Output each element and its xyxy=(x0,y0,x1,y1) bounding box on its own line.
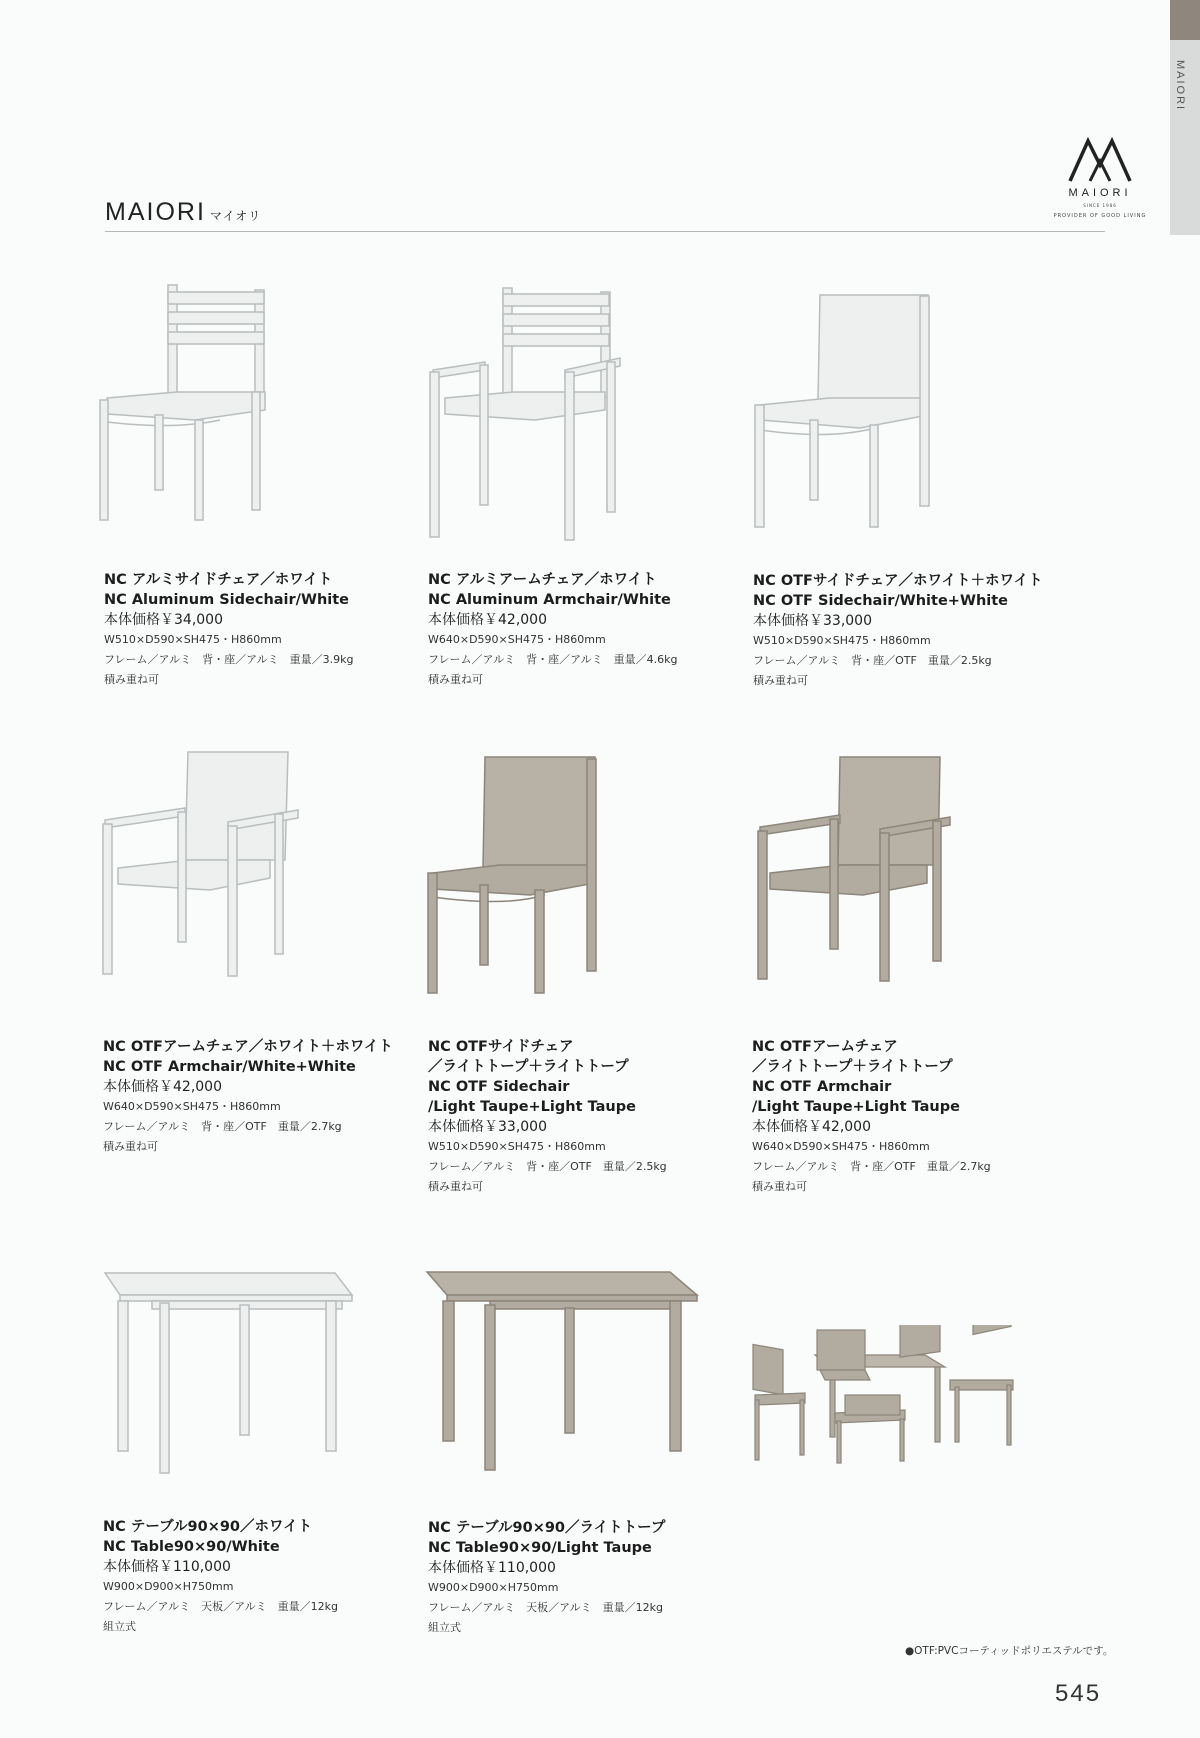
product-name-en: NC Aluminum Sidechair/White xyxy=(104,592,350,608)
product-info-otf-armchair-white xyxy=(103,1037,393,1157)
product-name-ja: NC OTFサイドチェア／ホワイト＋ホワイト xyxy=(753,573,1043,589)
product-materials: フレーム／アルミ 背・座／OTF 重量／2.5kg xyxy=(753,654,992,667)
product-image-table-white xyxy=(100,1265,355,1490)
product-dimensions: W640×D590×SH475・H860mm xyxy=(752,1140,930,1153)
product-info-otf-armchair-taupe xyxy=(752,1037,991,1197)
product-materials: フレーム／アルミ 背・座／アルミ 重量／4.6kg xyxy=(428,653,678,666)
page-number: 545 xyxy=(1055,1680,1102,1707)
product-image-otf-sidechair-taupe xyxy=(425,755,605,995)
brand-heading xyxy=(105,198,261,227)
product-name-ja: NC テーブル90×90／ホワイト xyxy=(103,1519,313,1535)
product-price: 本体価格￥110,000 xyxy=(428,1560,556,1576)
product-name-ja: NC テーブル90×90／ライトトープ xyxy=(428,1520,666,1536)
product-note: 積み重ね可 xyxy=(428,673,483,686)
product-materials: フレーム／アルミ 背・座／アルミ 重量／3.9kg xyxy=(104,653,354,666)
product-name-en: NC Table90×90/Light Taupe xyxy=(428,1540,652,1556)
product-name-ja: NC OTFアームチェア／ホワイト＋ホワイト xyxy=(103,1039,393,1055)
product-dimensions: W900×D900×H750mm xyxy=(428,1581,559,1594)
product-note: 積み重ね可 xyxy=(753,674,808,687)
product-dimensions: W510×D590×SH475・H860mm xyxy=(104,633,282,646)
header-rule xyxy=(105,231,1105,232)
product-image-table-taupe xyxy=(425,1270,700,1475)
product-name-en: NC OTF Armchair/White+White xyxy=(103,1059,356,1075)
product-price: 本体価格￥110,000 xyxy=(103,1559,231,1575)
product-info-table-taupe xyxy=(428,1518,665,1638)
product-materials: フレーム／アルミ 背・座／OTF 重量／2.7kg xyxy=(752,1160,991,1173)
logo-mark-icon xyxy=(1050,135,1150,185)
product-dimensions: W510×D590×SH475・H860mm xyxy=(753,634,931,647)
product-name-en-color: /Light Taupe+Light Taupe xyxy=(752,1099,960,1115)
product-note: 組立式 xyxy=(103,1620,136,1633)
product-name-en: NC OTF Sidechair xyxy=(428,1079,570,1095)
product-name-en-color: /Light Taupe+Light Taupe xyxy=(428,1099,636,1115)
product-image-otf-sidechair-white xyxy=(750,290,940,530)
product-image-otf-armchair-white xyxy=(100,750,300,980)
product-note: 積み重ね可 xyxy=(428,1180,483,1193)
product-note: 積み重ね可 xyxy=(103,1140,158,1153)
product-name-ja: NC OTFアームチェア xyxy=(752,1039,898,1055)
product-image-dining-set xyxy=(745,1325,1030,1465)
product-name-en: NC Aluminum Armchair/White xyxy=(428,592,671,608)
product-dimensions: W640×D590×SH475・H860mm xyxy=(428,633,606,646)
product-name-en: NC OTF Armchair xyxy=(752,1079,892,1095)
product-name-ja: NC アルミサイドチェア／ホワイト xyxy=(104,572,333,588)
product-image-otf-armchair-taupe xyxy=(755,755,955,985)
brand-kana: マイオリ xyxy=(209,209,262,223)
product-info-otf-sidechair-taupe xyxy=(428,1037,667,1197)
side-tab-cap xyxy=(1170,0,1200,40)
logo-tagline: PROVIDER OF GOOD LIVING xyxy=(1053,213,1147,219)
product-info-aluminum-armchair xyxy=(428,570,678,690)
footnote: ●OTF:PVCコーティッドポリエステルです。 xyxy=(905,1645,1114,1657)
side-index-tab xyxy=(1170,0,1200,235)
product-image-aluminum-sidechair xyxy=(95,280,295,525)
product-materials: フレーム／アルミ 背・座／OTF 重量／2.5kg xyxy=(428,1160,667,1173)
product-price: 本体価格￥42,000 xyxy=(752,1119,871,1135)
logo-since: SINCE 1986 xyxy=(1083,203,1117,208)
product-price: 本体価格￥33,000 xyxy=(753,613,872,629)
side-tab-label: MAIORI xyxy=(1174,60,1186,112)
product-note: 積み重ね可 xyxy=(104,673,159,686)
product-price: 本体価格￥33,000 xyxy=(428,1119,547,1135)
product-name-ja-color: ／ライトトープ＋ライトトープ xyxy=(752,1059,953,1075)
product-materials: フレーム／アルミ 天板／アルミ 重量／12kg xyxy=(103,1600,339,1613)
brand-name: MAIORI xyxy=(105,198,206,226)
brand-logo xyxy=(1050,135,1150,230)
product-note: 積み重ね可 xyxy=(752,1180,807,1193)
product-name-ja: NC アルミアームチェア／ホワイト xyxy=(428,572,657,588)
product-name-ja-color: ／ライトトープ＋ライトトープ xyxy=(428,1059,629,1075)
product-info-aluminum-sidechair xyxy=(104,570,354,690)
product-materials: フレーム／アルミ 背・座／OTF 重量／2.7kg xyxy=(103,1120,342,1133)
product-name-en: NC OTF Sidechair/White+White xyxy=(753,593,1008,609)
product-dimensions: W510×D590×SH475・H860mm xyxy=(428,1140,606,1153)
product-info-otf-sidechair-white xyxy=(753,571,1043,691)
product-price: 本体価格￥42,000 xyxy=(428,612,547,628)
product-dimensions: W900×D900×H750mm xyxy=(103,1580,234,1593)
product-info-table-white xyxy=(103,1517,338,1637)
product-price: 本体価格￥34,000 xyxy=(104,612,223,628)
product-note: 組立式 xyxy=(428,1621,461,1634)
product-image-aluminum-armchair xyxy=(425,280,625,545)
product-name-ja: NC OTFサイドチェア xyxy=(428,1039,574,1055)
product-materials: フレーム／アルミ 天板／アルミ 重量／12kg xyxy=(428,1601,664,1614)
logo-wordmark: MAIORI xyxy=(1068,187,1132,199)
product-dimensions: W640×D590×SH475・H860mm xyxy=(103,1100,281,1113)
product-name-en: NC Table90×90/White xyxy=(103,1539,280,1555)
product-price: 本体価格￥42,000 xyxy=(103,1079,222,1095)
